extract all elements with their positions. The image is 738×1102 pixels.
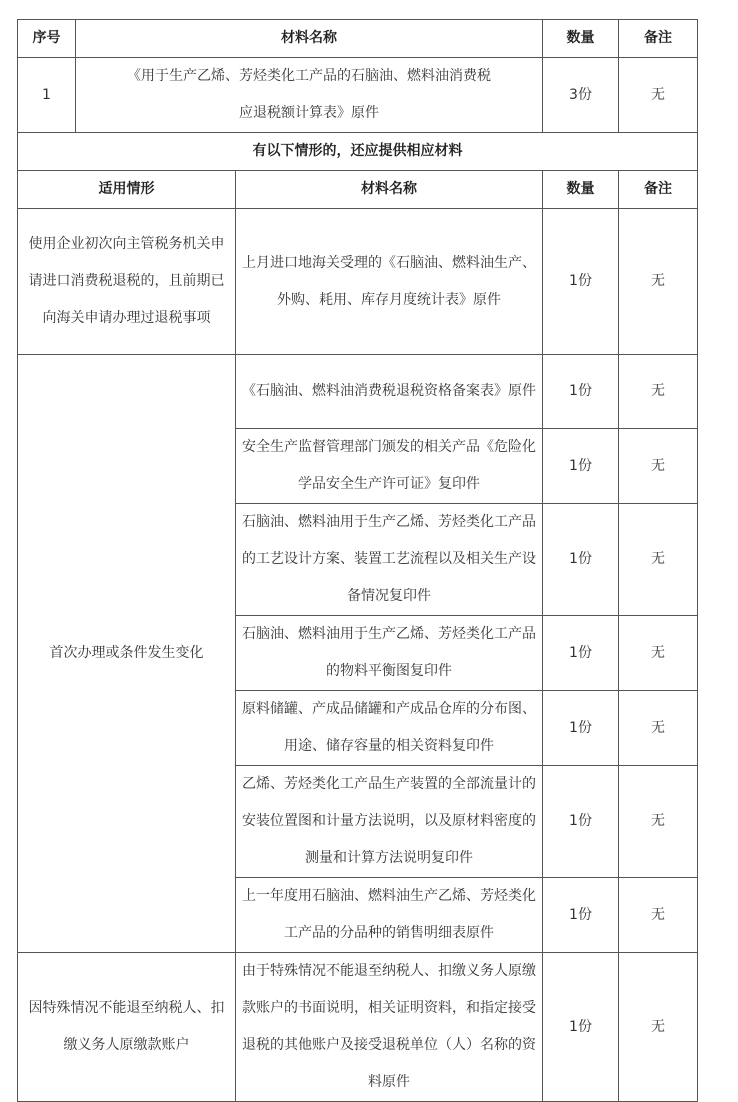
header-quantity: 数量 bbox=[543, 20, 619, 58]
sub-header-row bbox=[18, 171, 698, 209]
quantity-cell: 1份 bbox=[543, 616, 619, 691]
situation-cell: 因特殊情况不能退至纳税人、扣缴义务人原缴款账户 bbox=[18, 953, 236, 1102]
material-name-cell: 上月进口地海关受理的《石脑油、燃料油生产、外购、耗用、库存月度统计表》原件 bbox=[236, 209, 543, 355]
quantity-cell: 1份 bbox=[543, 878, 619, 953]
main-row bbox=[18, 58, 698, 133]
note-cell: 无 bbox=[619, 953, 698, 1102]
note-cell: 无 bbox=[619, 504, 698, 616]
note-cell: 无 bbox=[619, 616, 698, 691]
quantity-cell: 1份 bbox=[543, 691, 619, 766]
section-title: 有以下情形的，还应提供相应材料 bbox=[18, 133, 698, 171]
header-note: 备注 bbox=[619, 20, 698, 58]
material-name-cell: 石脑油、燃料油用于生产乙烯、芳烃类化工产品的物料平衡图复印件 bbox=[236, 616, 543, 691]
quantity-cell: 1份 bbox=[543, 504, 619, 616]
header-material-name: 材料名称 bbox=[76, 20, 543, 58]
materials-document bbox=[17, 19, 697, 1102]
quantity-cell: 1份 bbox=[543, 766, 619, 878]
situation-cell: 首次办理或条件发生变化 bbox=[18, 355, 236, 953]
quantity-cell: 1份 bbox=[543, 209, 619, 355]
sub-header-situation: 适用情形 bbox=[18, 171, 236, 209]
quantity-cell: 1份 bbox=[543, 355, 619, 429]
material-name-cell: 《石脑油、燃料油消费税退税资格备案表》原件 bbox=[236, 355, 543, 429]
sub-header-note: 备注 bbox=[619, 171, 698, 209]
note-cell: 无 bbox=[619, 878, 698, 953]
material-name-cell: 上一年度用石脑油、燃料油生产乙烯、芳烃类化工产品的分品种的销售明细表原件 bbox=[236, 878, 543, 953]
material-name-cell: 由于特殊情况不能退至纳税人、扣缴义务人原缴款账户的书面说明，相关证明资料，和指定接受退税的其他账户及接受退税单位（人）名称的资料原件 bbox=[236, 953, 543, 1102]
main-header-row bbox=[18, 20, 698, 58]
material-name-cell: 原料储罐、产成品储罐和产成品仓库的分布图、用途、储存容量的相关资料复印件 bbox=[236, 691, 543, 766]
table-row bbox=[18, 209, 698, 355]
sub-header-material-name: 材料名称 bbox=[236, 171, 543, 209]
main-row-name: 《用于生产乙烯、芳烃类化工产品的石脑油、燃料油消费税应退税额计算表》原件 bbox=[76, 58, 543, 133]
note-cell: 无 bbox=[619, 209, 698, 355]
main-row-seq: 1 bbox=[18, 58, 76, 133]
material-name-cell: 乙烯、芳烃类化工产品生产装置的全部流量计的安装位置图和计量方法说明，以及原材料密度的测量和计算方法说明复印件 bbox=[236, 766, 543, 878]
note-cell: 无 bbox=[619, 691, 698, 766]
main-row-qty: 3份 bbox=[543, 58, 619, 133]
materials-table bbox=[17, 19, 698, 1102]
material-name-cell: 石脑油、燃料油用于生产乙烯、芳烃类化工产品的工艺设计方案、装置工艺流程以及相关生产设备情况复印件 bbox=[236, 504, 543, 616]
quantity-cell: 1份 bbox=[543, 953, 619, 1102]
note-cell: 无 bbox=[619, 766, 698, 878]
table-row bbox=[18, 953, 698, 1102]
material-name-cell: 安全生产监督管理部门颁发的相关产品《危险化学品安全生产许可证》复印件 bbox=[236, 429, 543, 504]
table-row bbox=[18, 355, 698, 429]
note-cell: 无 bbox=[619, 429, 698, 504]
note-cell: 无 bbox=[619, 355, 698, 429]
section-title-row bbox=[18, 133, 698, 171]
situation-cell: 使用企业初次向主管税务机关申请进口消费税退税的，且前期已向海关申请办理过退税事项 bbox=[18, 209, 236, 355]
main-row-note: 无 bbox=[619, 58, 698, 133]
header-seq: 序号 bbox=[18, 20, 76, 58]
sub-header-quantity: 数量 bbox=[543, 171, 619, 209]
quantity-cell: 1份 bbox=[543, 429, 619, 504]
